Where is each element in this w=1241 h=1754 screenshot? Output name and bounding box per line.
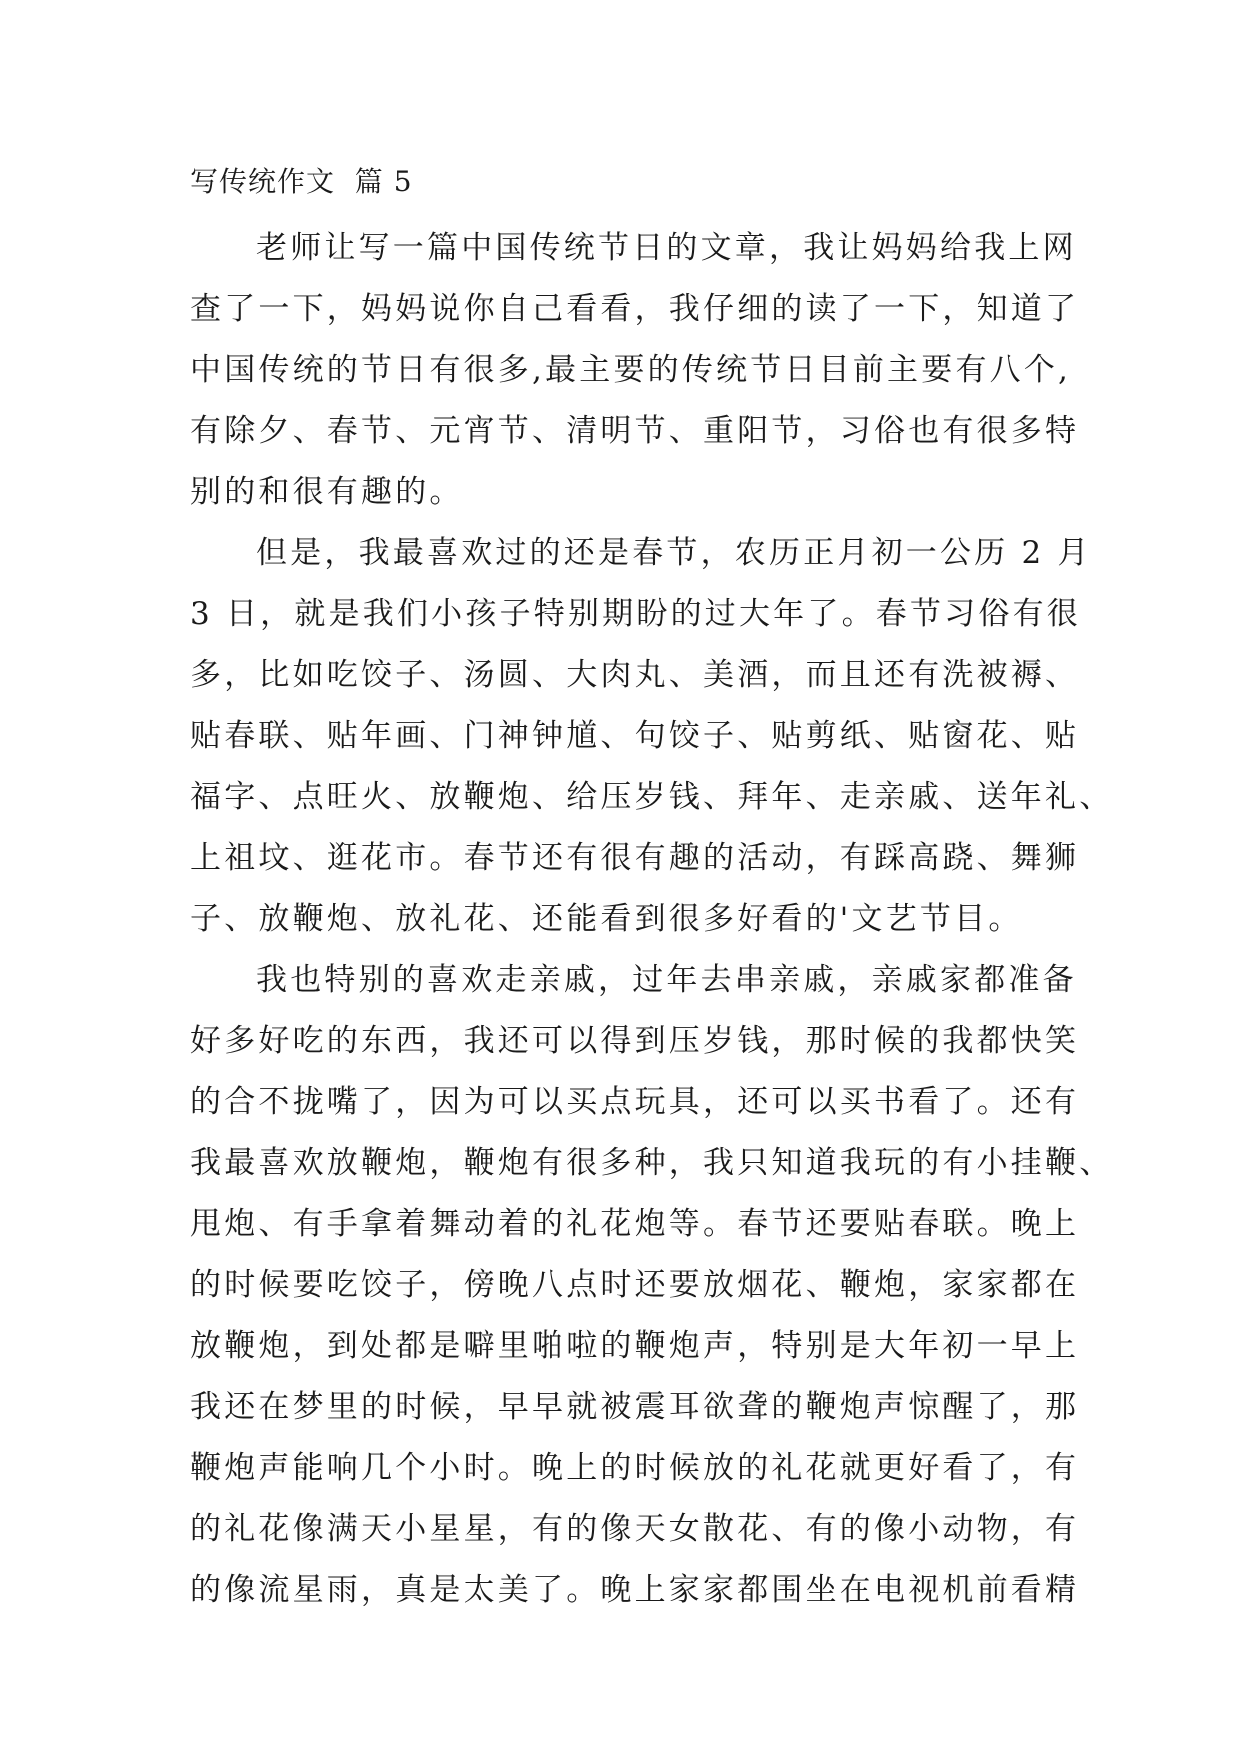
paragraph-2-line-4: 贴春联、贴年画、门神钟馗、句饺子、贴剪纸、贴窗花、贴	[190, 718, 1080, 754]
paragraph-1-line-5: 别的和很有趣的。	[190, 474, 464, 510]
paragraph-3-line-6: 的时候要吃饺子，傍晚八点时还要放烟花、鞭炮，家家都在	[190, 1267, 1080, 1303]
paragraph-3-line-7: 放鞭炮，到处都是噼里啪啦的鞭炮声，特别是大年初一早上	[190, 1328, 1080, 1364]
paragraph-3-line-5: 甩炮、有手拿着舞动着的礼花炮等。春节还要贴春联。晚上	[190, 1206, 1080, 1242]
document-title: 写传统作文 篇 5	[190, 165, 413, 198]
paragraph-2-line-5: 福字、点旺火、放鞭炮、给压岁钱、拜年、走亲戚、送年礼、	[190, 779, 1114, 815]
paragraph-3-line-8: 我还在梦里的时候，早早就被震耳欲聋的鞭炮声惊醒了，那	[190, 1389, 1080, 1425]
paragraph-2-line-2: 3 日，就是我们小孩子特别期盼的过大年了。春节习俗有很	[190, 596, 1081, 632]
paragraph-2-line-6: 上祖坟、逛花市。春节还有很有趣的活动，有踩高跷、舞狮	[190, 840, 1080, 876]
paragraph-3-line-2: 好多好吃的东西，我还可以得到压岁钱，那时候的我都快笑	[190, 1023, 1080, 1059]
paragraph-1-line-3: 中国传统的节日有很多,最主要的传统节日目前主要有八个,	[190, 352, 1072, 388]
paragraph-2-line-3: 多，比如吃饺子、汤圆、大肉丸、美酒，而且还有洗被褥、	[190, 657, 1080, 693]
paragraph-2-line-1: 但是，我最喜欢过的还是春节，农历正月初一公历 2 月	[256, 535, 1092, 571]
paragraph-1-line-1: 老师让写一篇中国传统节日的文章，我让妈妈给我上网	[256, 230, 1077, 266]
paragraph-2-line-7: 子、放鞭炮、放礼花、还能看到很多好看的'文艺节目。	[190, 901, 1023, 937]
paragraph-3-line-4: 我最喜欢放鞭炮，鞭炮有很多种，我只知道我玩的有小挂鞭、	[190, 1145, 1114, 1181]
paragraph-3-line-11: 的像流星雨，真是太美了。晚上家家都围坐在电视机前看精	[190, 1572, 1080, 1608]
paragraph-3-line-9: 鞭炮声能响几个小时。晚上的时候放的礼花就更好看了，有	[190, 1450, 1080, 1486]
paragraph-1-line-4: 有除夕、春节、元宵节、清明节、重阳节，习俗也有很多特	[190, 413, 1080, 449]
paragraph-3-line-10: 的礼花像满天小星星，有的像天女散花、有的像小动物，有	[190, 1511, 1080, 1547]
paragraph-3-line-3: 的合不拢嘴了，因为可以买点玩具，还可以买书看了。还有	[190, 1084, 1080, 1120]
paragraph-1-line-2: 查了一下，妈妈说你自己看看，我仔细的读了一下，知道了	[190, 291, 1080, 327]
paragraph-3-line-1: 我也特别的喜欢走亲戚，过年去串亲戚，亲戚家都准备	[256, 962, 1077, 998]
